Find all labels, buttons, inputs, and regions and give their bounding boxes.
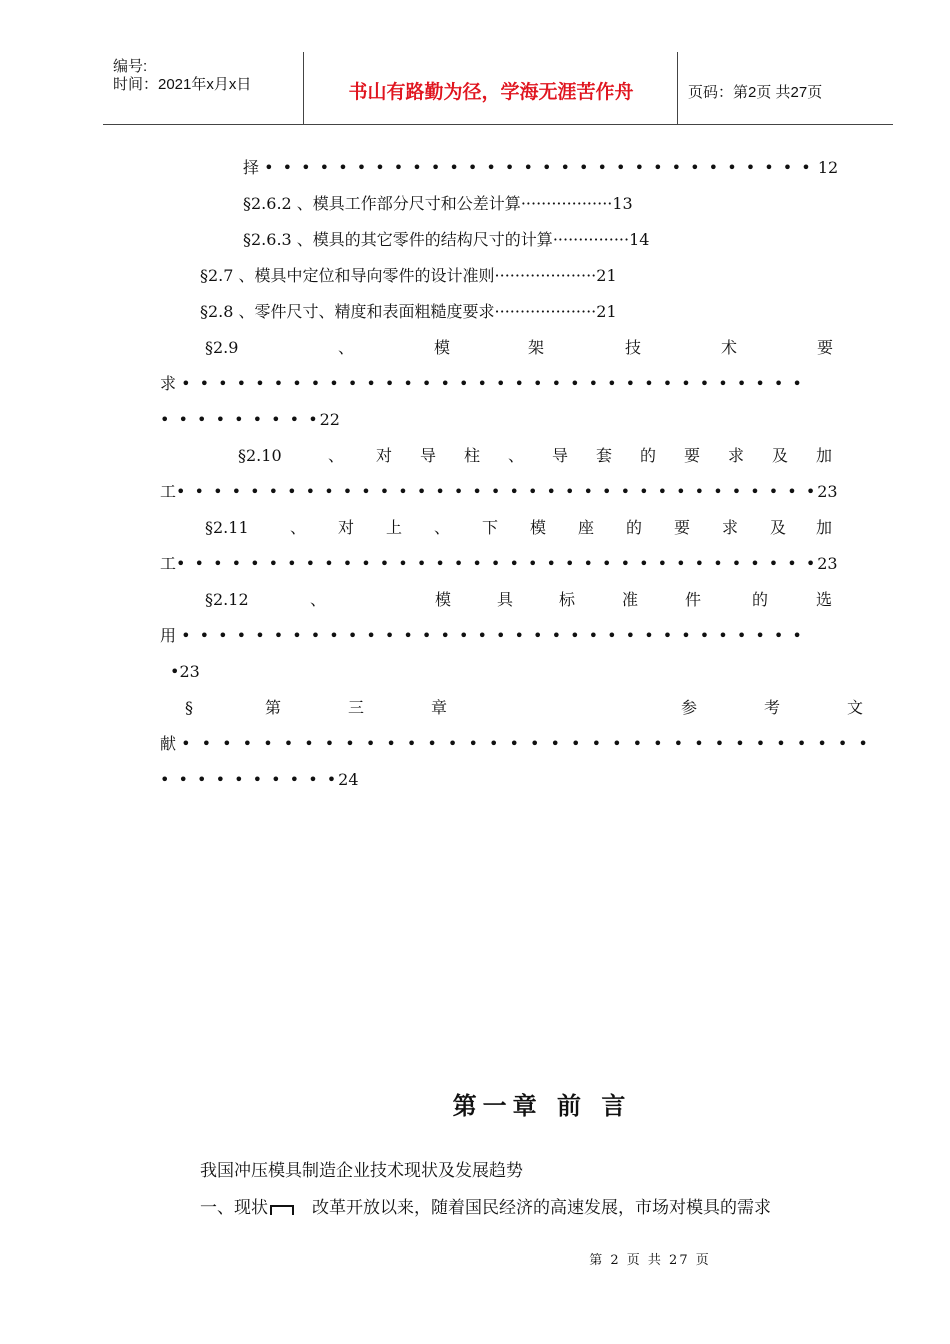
toc-page-number: 21	[596, 266, 617, 285]
toc-entry	[243, 156, 838, 180]
toc-entry-title: 工	[160, 554, 177, 573]
toc-entry-title: 用	[160, 626, 177, 645]
toc-page-number: 22	[319, 410, 340, 429]
document-date-label: 时间：2021年x月x日	[113, 76, 252, 93]
toc-word: 的	[626, 518, 643, 537]
toc-word: 对	[376, 446, 393, 465]
toc-entry-title: 求	[160, 374, 177, 393]
toc-entry-continuation	[160, 480, 838, 504]
body-paragraph	[200, 1195, 771, 1221]
header-motto: 书山有路勤为径，学海无涯苦作舟	[348, 81, 634, 103]
toc-word: 求	[722, 518, 739, 537]
toc-word: 、	[290, 518, 307, 537]
toc-entry-continuation	[160, 408, 340, 432]
toc-word: 对	[338, 518, 355, 537]
toc-entry-continuation	[160, 624, 804, 648]
toc-word: 件	[685, 590, 702, 609]
toc-leader-dots: • • • • • • • • • • • • • • • • • • • • • • • • • • • • • • • • • • •	[176, 482, 818, 501]
toc-leader-dots: ···············	[552, 230, 630, 249]
toc-word: 具	[497, 590, 514, 609]
toc-word: 第	[265, 698, 282, 717]
toc-entry	[243, 192, 633, 216]
toc-word: 考	[764, 698, 781, 717]
toc-word: 、	[328, 446, 345, 465]
toc-word: 选	[816, 590, 833, 609]
toc-entry-title: §2.8 、零件尺寸、精度和表面粗糙度要求	[200, 302, 495, 321]
toc-leader-dots: • • • • • • • • • • • • • • • • • • • • • • • • • • • • • • • • • •	[181, 734, 871, 753]
toc-page-number: 21	[596, 302, 617, 321]
toc-leader-dots: • • • • • • • • • • • • • • • • • • • • • • • • • • • • • • • • • •	[181, 374, 804, 393]
toc-word: 、	[338, 338, 355, 357]
toc-entry-continuation	[160, 372, 804, 396]
toc-leader-dots: •	[170, 662, 180, 681]
chapter-title: 第一章 前 言	[452, 1092, 632, 1120]
document-code-label: 编号:	[113, 58, 148, 75]
toc-leader-dots: ··················	[520, 194, 613, 213]
toc-entry-continuation	[160, 552, 838, 576]
header-page-number: 页码：第2页 共27页	[688, 84, 823, 101]
toc-page-number: 23	[817, 482, 838, 501]
toc-word: 、	[310, 590, 327, 609]
toc-entry-continuation	[160, 732, 871, 756]
toc-entry	[200, 300, 617, 324]
toc-word: 三	[348, 698, 365, 717]
toc-page-number: 13	[612, 194, 633, 213]
toc-entry-continuation	[160, 768, 359, 792]
page-footer: 第 2 页 共 27 页	[589, 1253, 711, 1268]
toc-word: 导	[420, 446, 437, 465]
toc-word: 术	[721, 338, 738, 357]
toc-word: 加	[816, 446, 833, 465]
body-paragraph: 我国冲压模具制造企业技术现状及发展趋势	[200, 1161, 523, 1181]
toc-leader-dots: • • • • • • • • •	[160, 410, 320, 429]
toc-page-number: 23	[179, 662, 200, 681]
toc-word: 参	[681, 698, 698, 717]
toc-word: §2.9	[205, 338, 239, 357]
toc-word: 标	[559, 590, 576, 609]
toc-word: 的	[640, 446, 657, 465]
toc-word: 求	[728, 446, 745, 465]
toc-word: 、	[434, 518, 451, 537]
toc-word: 要	[817, 338, 834, 357]
toc-word: 文	[847, 698, 864, 717]
toc-word: 导	[552, 446, 569, 465]
toc-word: §	[185, 698, 193, 717]
inline-mark-icon	[270, 1205, 294, 1215]
toc-word: 下	[482, 518, 499, 537]
toc-word: §2.11	[205, 518, 249, 537]
toc-entry-title: §2.7 、模具中定位和导向零件的设计准则	[200, 266, 495, 285]
toc-word: §2.10	[238, 446, 282, 465]
toc-entry-title: 工	[160, 482, 177, 501]
toc-page-number: 23	[817, 554, 838, 573]
body-text-segment: 一、现状	[200, 1198, 268, 1218]
toc-leader-dots: • • • • • • • • • • • • • • • • • • • • • • • • • • • • • • • • • • •	[176, 554, 818, 573]
toc-entry-continuation	[170, 660, 200, 684]
toc-word: 要	[684, 446, 701, 465]
toc-leader-dots: • • • • • • • • • • • • • • • • • • • • • • • • • • • • • •	[264, 158, 813, 177]
toc-page-number: 12	[817, 158, 839, 177]
toc-word: 及	[772, 446, 789, 465]
toc-entry-title: 择	[243, 158, 260, 177]
toc-leader-dots: • • • • • • • • • •	[160, 770, 339, 789]
toc-word: §2.12	[205, 590, 249, 609]
toc-word: 柱	[464, 446, 481, 465]
toc-word: 及	[770, 518, 787, 537]
toc-word: 的	[752, 590, 769, 609]
toc-word: 要	[674, 518, 691, 537]
toc-entry	[243, 228, 649, 252]
toc-leader-dots: ····················	[494, 266, 597, 285]
toc-word: 、	[508, 446, 525, 465]
toc-word: 架	[528, 338, 545, 357]
toc-word: 模	[434, 338, 451, 357]
toc-entry-title: §2.6.2 、模具工作部分尺寸和公差计算	[243, 194, 521, 213]
body-text-segment: 改革开放以来，随着国民经济的高速发展，市场对模具的需求	[312, 1198, 771, 1218]
toc-word: 座	[578, 518, 595, 537]
toc-leader-dots: ····················	[494, 302, 597, 321]
toc-page-number: 14	[629, 230, 650, 249]
toc-leader-dots: • • • • • • • • • • • • • • • • • • • • • • • • • • • • • • • • • •	[181, 626, 804, 645]
toc-entry	[200, 264, 617, 288]
toc-page-number: 24	[338, 770, 359, 789]
toc-word: 上	[386, 518, 403, 537]
toc-entry-title: §2.6.3 、模具的其它零件的结构尺寸的计算	[243, 230, 553, 249]
toc-word: 准	[622, 590, 639, 609]
toc-word: 技	[625, 338, 642, 357]
toc-word: 模	[435, 590, 452, 609]
toc-word: 套	[596, 446, 613, 465]
toc-entry-title: 献	[160, 734, 177, 753]
toc-word: 模	[530, 518, 547, 537]
toc-word: 加	[816, 518, 833, 537]
toc-word: 章	[431, 698, 448, 717]
